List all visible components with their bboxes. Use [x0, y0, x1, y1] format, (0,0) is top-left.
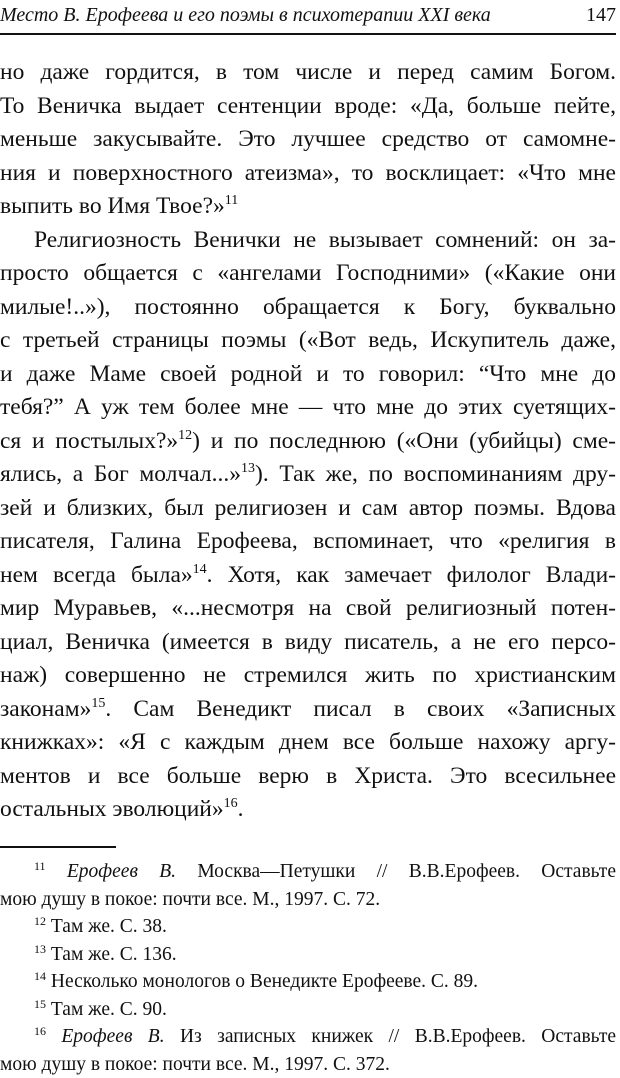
- page-number: 147: [586, 2, 616, 28]
- footnote-number: 15: [34, 997, 46, 1011]
- footnotes: [0, 858, 616, 1078]
- footnote-text: Там же. С. 38.: [46, 916, 167, 937]
- footnote-author: Ерофеев В.: [67, 861, 176, 882]
- footnote-ref: 11: [225, 193, 238, 208]
- body-text: [0, 56, 616, 827]
- footnote-16-cont: мою душу в покое: почти все. М., 1997. С. 372.: [0, 1051, 616, 1078]
- text-line: ментов и все больше верю в Христа. Это всесильнее: [0, 760, 616, 794]
- text-line: [0, 693, 616, 727]
- footnote-text: Там же. С. 90.: [46, 999, 167, 1020]
- text-run: ся и постылых?»: [0, 428, 178, 454]
- text-run: ) и по последнюю («Они (убийцы) сме-: [192, 428, 616, 454]
- running-title: Место В. Ерофеева и его поэмы в психотерапии XXI века: [0, 2, 491, 28]
- text-line: просто общается с «ангелами Господними» («Какие они: [0, 257, 616, 291]
- text-line: [0, 559, 616, 593]
- text-line: [0, 458, 616, 492]
- footnote-11: [0, 858, 616, 886]
- text-run: ). Так же, по воспоминаниям дру-: [255, 461, 616, 487]
- footnote-text: Из записных книжек // В.В.Ерофеев. Оставьте: [165, 1026, 616, 1047]
- text-line: милые!..»), постоянно обращается к Богу, буквально: [0, 291, 616, 325]
- text-line: тебя?” А уж тем более мне — что мне до этих суетящих-: [0, 391, 616, 425]
- text-run: выпить во Имя Твое?»: [0, 193, 225, 219]
- text-line: меньше закусывайте. Это лучшее средство от самомне-: [0, 123, 616, 157]
- text-run: .: [238, 796, 244, 822]
- text-line: циал, Веничка (имеется в виду писатель, а не его персо-: [0, 626, 616, 660]
- footnote-author: Ерофеев В.: [61, 1026, 164, 1047]
- text-run: законам»: [0, 696, 91, 722]
- footnote-text: Там же. С. 136.: [46, 944, 177, 965]
- text-line: [0, 190, 616, 224]
- page-header: [0, 2, 616, 32]
- text-line: зей и близких, был религиозен и сам автор поэмы. Вдова: [0, 492, 616, 526]
- header-rule: [0, 33, 616, 35]
- footnote-separator: [0, 846, 116, 848]
- footnote-ref: 12: [178, 428, 192, 443]
- footnote-ref: 13: [241, 461, 255, 476]
- text-line: писателя, Галина Ерофеева, вспоминает, что «религия в: [0, 525, 616, 559]
- text-line: и даже Маме своей родной и то говорил: “Что мне до: [0, 358, 616, 392]
- text-run: . Хотя, как замечает филолог Влади-: [207, 562, 616, 588]
- footnote-number: 11: [34, 859, 46, 873]
- footnote-number: 16: [34, 1024, 46, 1038]
- text-line: ния и поверхностного атеизма», то восклицает: «Что мне: [0, 157, 616, 191]
- footnote-number: 14: [34, 969, 46, 983]
- text-line: книжках»: «Я с каждым днем все больше нахожу аргу-: [0, 726, 616, 760]
- footnote-number: 13: [34, 942, 46, 956]
- footnote-text: Москва—Петушки // В.В.Ерофеев. Оставьте: [176, 861, 616, 882]
- footnote-text: Несколько монологов о Венедикте Ерофееве. С. 89.: [46, 971, 478, 992]
- text-line: наж) совершенно не стремился жить по христианским: [0, 659, 616, 693]
- footnote-12: [0, 913, 616, 941]
- footnote-16: [0, 1023, 616, 1051]
- text-line: с третьей страницы поэмы («Вот ведь, Искупитель даже,: [0, 324, 616, 358]
- text-run: . Сам Венедикт писал в своих «Записных: [105, 696, 616, 722]
- footnote-11-cont: мою душу в покое: почти все. М., 1997. С. 72.: [0, 886, 616, 914]
- text-line: мир Муравьев, «...несмотря на свой религиозный потен-: [0, 592, 616, 626]
- footnote-15: [0, 996, 616, 1024]
- footnote-13: [0, 941, 616, 969]
- footnote-ref: 14: [193, 562, 207, 577]
- text-line: но даже гордится, в том числе и перед самим Богом.: [0, 56, 616, 90]
- footnote-ref: 16: [224, 796, 238, 811]
- text-line: Религиозность Венички не вызывает сомнений: он за-: [0, 224, 616, 258]
- text-line: То Веничка выдает сентенции вроде: «Да, больше пейте,: [0, 90, 616, 124]
- footnote-ref: 15: [91, 696, 105, 711]
- text-run: остальных эволюций»: [0, 796, 224, 822]
- footnote-number: 12: [34, 914, 46, 928]
- footnote-14: [0, 968, 616, 996]
- text-run: ялись, а Бог молчал...»: [0, 461, 241, 487]
- text-line: [0, 793, 616, 827]
- text-run: нем всегда была»: [0, 562, 193, 588]
- text-line: [0, 425, 616, 459]
